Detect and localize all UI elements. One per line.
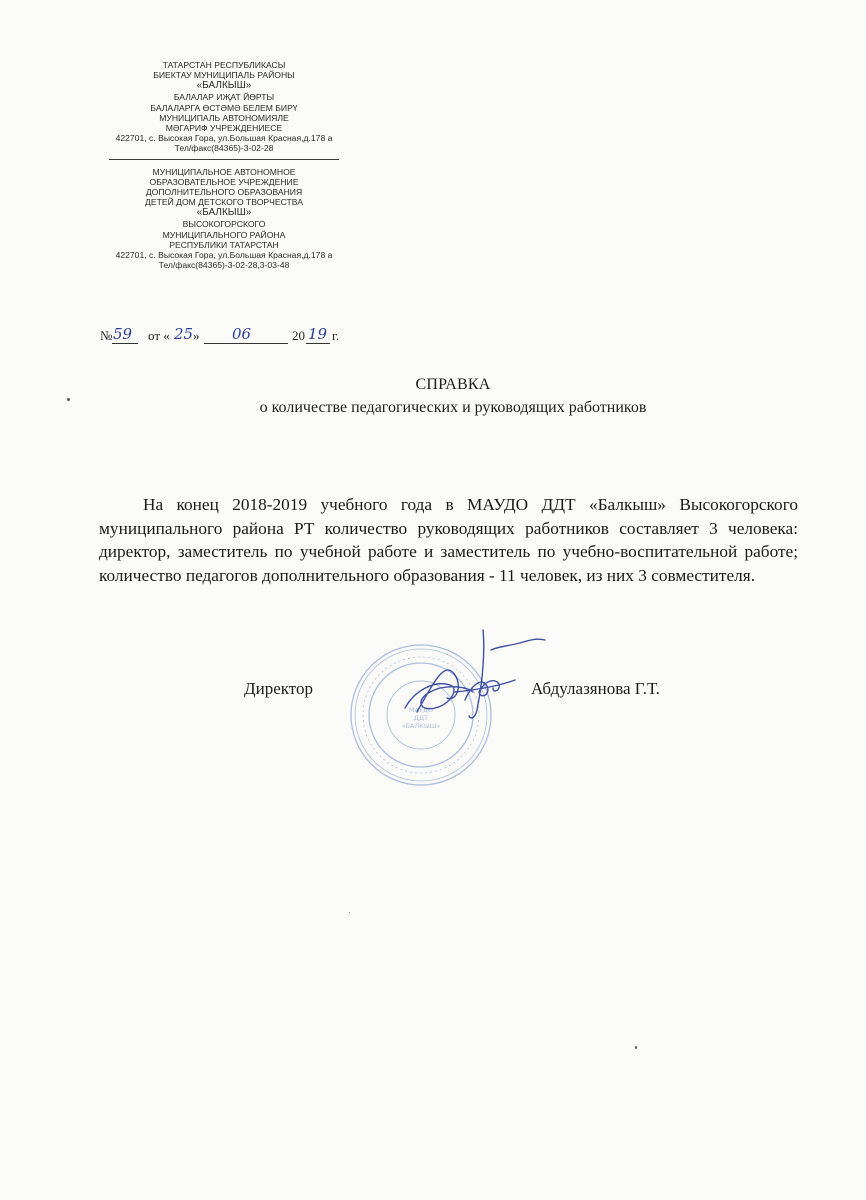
registration-line — [100, 325, 360, 347]
scan-speck — [349, 912, 350, 913]
document-subtitle: о количестве педагогических и руководящих работников — [259, 399, 647, 416]
scan-speck — [635, 1046, 637, 1049]
scan-speck — [67, 398, 70, 401]
reg-day: 25 — [174, 325, 194, 343]
lh-ru-phone: Тел/факс(84365)-3-02-28,3-03-48 — [158, 260, 290, 271]
lh-tatar-line: МУНИЦИПАЛЬ АВТОНОМИЯЛЕ — [159, 112, 289, 123]
lh-tatar-org: «БАЛКЫШ» — [196, 80, 252, 92]
lh-ru-line: МУНИЦИПАЛЬНОЕ АВТОНОМНОЕ — [152, 166, 296, 177]
lh-tatar-line: БИЕКТАУ МУНИЦИПАЛЬ РАЙОНЫ — [153, 70, 295, 81]
lh-ru-line: ВЫСОКОГОРСКОГО — [182, 219, 266, 230]
lh-ru-org: «БАЛКЫШ» — [196, 207, 252, 219]
lh-tatar-line: БАЛАЛАРГА ӨСТӘМӘ БЕЛЕМ БИРҮ — [150, 102, 298, 113]
reg-month: 06 — [232, 325, 252, 343]
lh-tatar-address: 422701, с. Высокая Гора, ул.Большая Красная,д.178 а — [115, 133, 333, 144]
signatory-name: Абдулазянова Г.Т. — [531, 679, 660, 698]
lh-tatar-line: МӘГАРИФ УЧРЕЖДЕНИЕСЕ — [165, 123, 283, 134]
reg-year-unit: г. — [332, 328, 340, 343]
reg-month-underline — [204, 343, 288, 344]
svg-text:ДДТ: ДДТ — [413, 714, 429, 722]
svg-text:МАУДО: МАУДО — [408, 706, 434, 714]
reg-year-prefix: 20 — [292, 328, 305, 343]
reg-year-suffix: 19 — [308, 325, 328, 343]
signatory-position: Директор — [244, 679, 313, 698]
lh-ru-line: ДОПОЛНИТЕЛЬНОГО ОБРАЗОВАНИЯ — [145, 187, 303, 198]
svg-text:«БАЛКЫШ»: «БАЛКЫШ» — [401, 722, 441, 730]
reg-number-label: № — [100, 328, 113, 343]
letterhead-divider — [109, 159, 339, 160]
handwritten-signature — [395, 620, 555, 730]
lh-ru-address: 422701, с. Высокая Гора, ул.Большая Красная,д.178 а — [115, 250, 333, 261]
reg-close-quote: » — [193, 328, 200, 343]
lh-tatar-phone: Тел/факс(84365)-3-02-28 — [174, 143, 274, 154]
lh-ru-line: РЕСПУБЛИКИ ТАТАРСТАН — [169, 239, 279, 250]
lh-tatar-line: БАЛАЛАР ИҖАТ ЙӨРТЫ — [173, 92, 275, 103]
lh-tatar-line: ТАТАРСТАН РЕСПУБЛИКАСЫ — [162, 60, 286, 70]
letterhead-tatar — [90, 60, 358, 154]
reg-from-label: от « — [148, 328, 170, 343]
letterhead-russian — [90, 167, 358, 271]
lh-ru-line: ОБРАЗОВАТЕЛЬНОЕ УЧРЕЖДЕНИЕ — [149, 176, 299, 187]
lh-ru-line: ДЕТЕЙ ДОМ ДЕТСКОГО ТВОРЧЕСТВА — [145, 197, 303, 208]
reg-number-underline — [112, 343, 138, 344]
document-title: СПРАВКА — [415, 376, 491, 393]
letterhead — [90, 60, 358, 270]
reg-number-value: 59 — [113, 325, 133, 343]
lh-ru-line: МУНИЦИПАЛЬНОГО РАЙОНА — [162, 229, 286, 240]
reg-year-underline — [306, 343, 330, 344]
document-body: На конец 2018-2019 учебного года в МАУДО ДДТ «Балкыш» Высокогорского муниципального района РТ количество руководящих работников составляет 3 человека: директор, заместитель по учебной работе и заместитель по учебно-воспитательной работе; количество педагогов дополнительного образования - 11 человек, из них 3 совместителя. — [99, 495, 798, 585]
